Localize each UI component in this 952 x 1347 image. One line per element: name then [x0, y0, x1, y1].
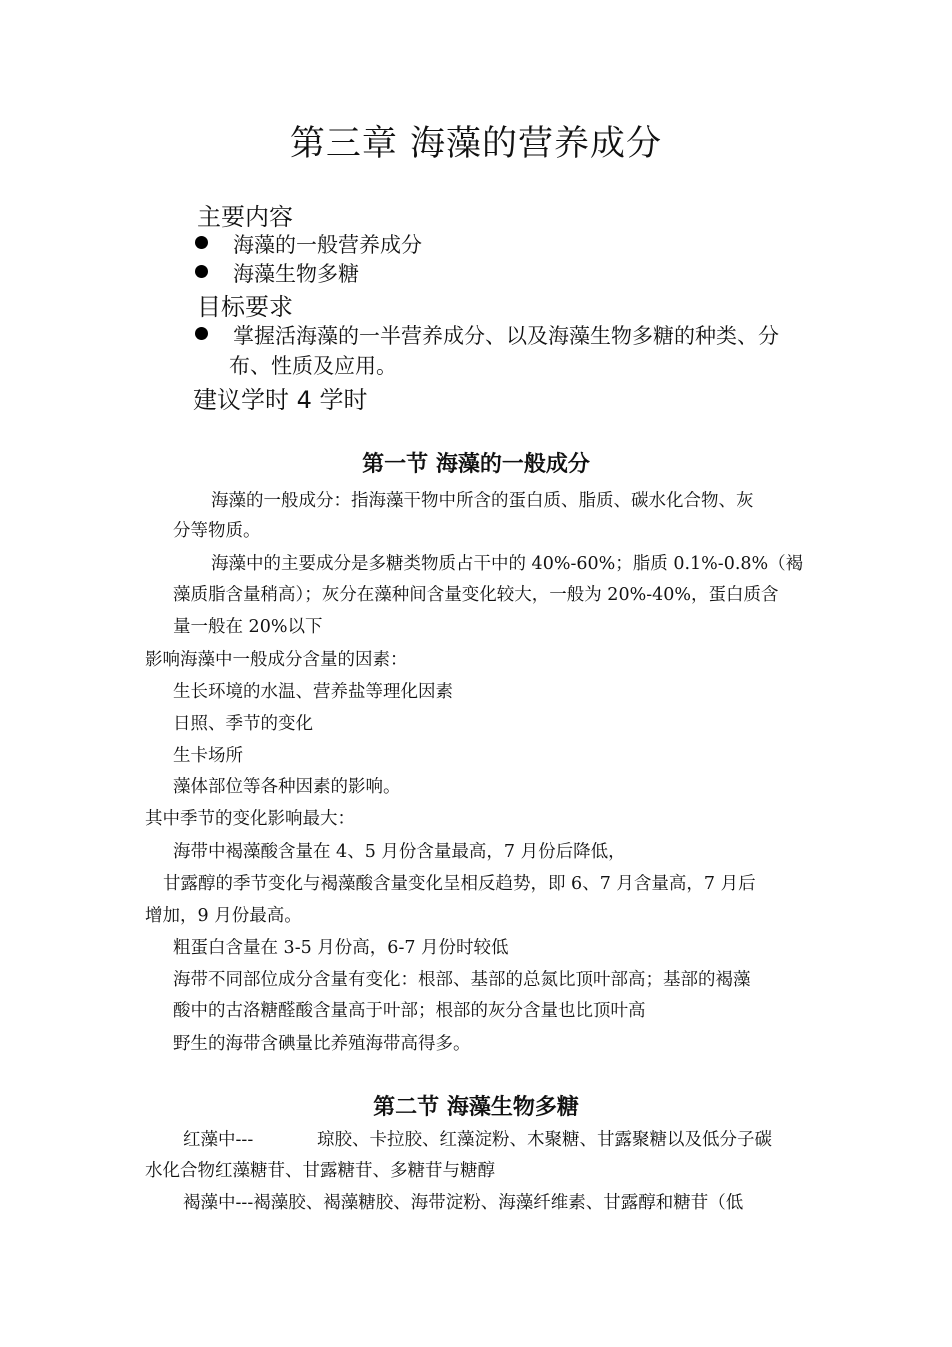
main-content-label: 主要内容 — [197, 203, 293, 231]
red-algae-text: 琼胶、卡拉胶、红藻淀粉、木聚糖、甘露聚糖以及低分子碳 — [317, 1130, 772, 1150]
s1-p2-line1: 海藻中的主要成分是多糖类物质占干中的 40%-60%；脂质 0.1%-0.8%（褐 — [211, 554, 804, 574]
red-algae-line2: 水化合物红藻糖苷、甘露糖苷、多糖苷与糖醇 — [145, 1161, 495, 1181]
goal-label: 目标要求 — [197, 293, 293, 321]
s1-p1-line2: 分等物质。 — [173, 521, 261, 541]
factor-2: 日照、季节的变化 — [173, 714, 313, 734]
season-2-line2: 增加，9 月份最高。 — [145, 906, 302, 926]
brown-algae-line1: 褐藻中---褐藻胶、褐藻糖胶、海带淀粉、海藻纤维素、甘露醇和糖苷（低 — [183, 1193, 744, 1213]
factor-1: 生长环境的水温、营养盐等理化因素 — [173, 682, 453, 702]
red-algae-label: 红藻中--- — [183, 1130, 254, 1150]
s1-p2-line2: 藻质脂含量稍高）；灰分在藻种间含量变化较大，一般为 20%-40%，蛋白质含 — [173, 585, 779, 605]
bullet-icon — [195, 236, 208, 249]
s1-p2-line3: 量一般在 20%以下 — [173, 617, 323, 637]
chapter-title: 第三章 海藻的营养成分 — [289, 124, 663, 164]
section1-heading: 第一节 海藻的一般成分 — [362, 452, 590, 477]
section2-heading: 第二节 海藻生物多糖 — [373, 1095, 579, 1120]
goal-item-line2: 布、性质及应用。 — [229, 354, 397, 378]
season-1: 海带中褐藻酸含量在 4、5 月份含量最高，7 月份后降低， — [173, 842, 626, 862]
season-4-line2: 酸中的古洛糖醛酸含量高于叶部；根部的灰分含量也比顶叶高 — [173, 1001, 646, 1021]
bullet-icon — [195, 265, 208, 278]
factor-3: 生卡场所 — [173, 746, 243, 766]
goal-item-line1: 掌握活海藻的一半营养成分、以及海藻生物多糖的种类、分 — [233, 324, 779, 348]
main-item-2: 海藻生物多糖 — [233, 262, 359, 286]
factors-intro: 影响海藻中一般成分含量的因素： — [145, 650, 408, 670]
season-2-line1: 甘露醇的季节变化与褐藻酸含量变化呈相反趋势，即 6、7 月含量高，7 月后 — [163, 874, 756, 894]
season-intro: 其中季节的变化影响最大： — [145, 809, 355, 829]
bullet-icon — [195, 327, 208, 340]
factor-4: 藻体部位等各种因素的影响。 — [173, 777, 401, 797]
suggested-hours: 建议学时 4 学时 — [193, 386, 368, 414]
main-item-1: 海藻的一般营养成分 — [233, 233, 422, 257]
season-4-line1: 海带不同部位成分含量有变化：根部、基部的总氮比顶叶部高；基部的褐藻 — [173, 970, 751, 990]
season-3: 粗蛋白含量在 3-5 月份高，6-7 月份时较低 — [173, 938, 509, 958]
season-5: 野生的海带含碘量比养殖海带高得多。 — [173, 1034, 471, 1054]
s1-p1-line1: 海藻的一般成分：指海藻干物中所含的蛋白质、脂质、碳水化合物、灰 — [211, 491, 754, 511]
